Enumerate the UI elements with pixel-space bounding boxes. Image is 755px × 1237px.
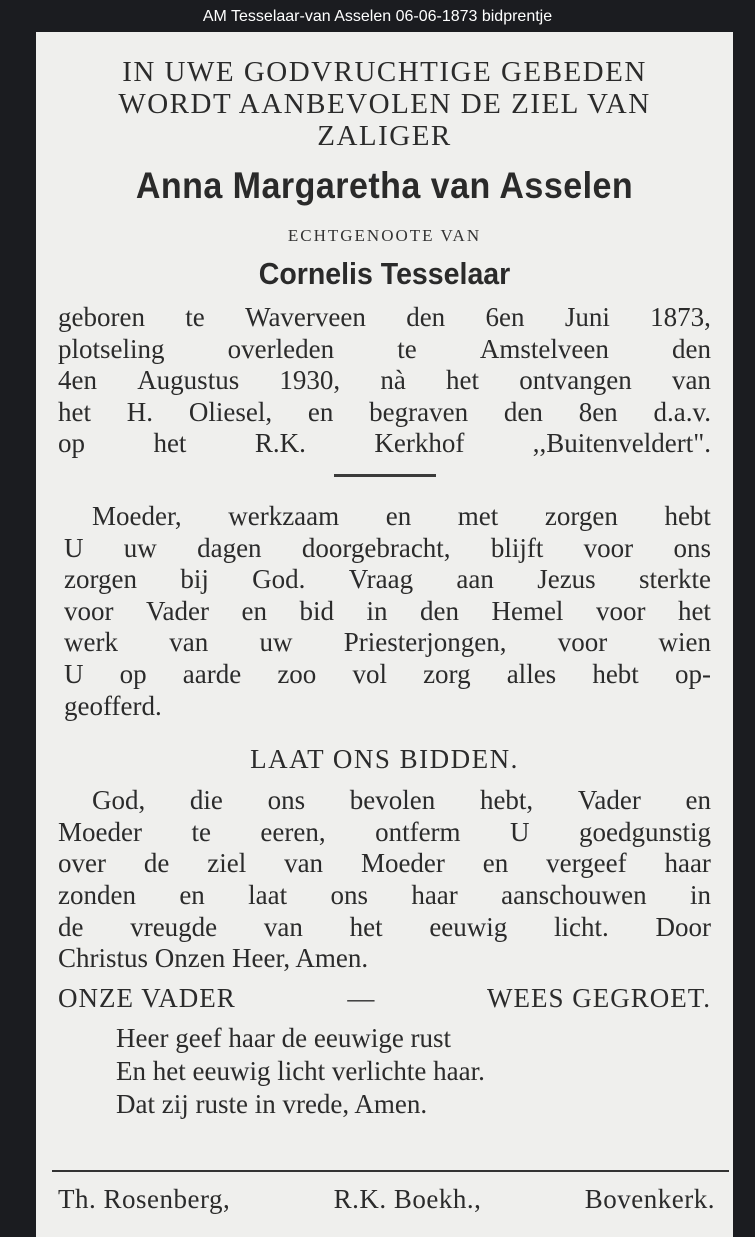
spouse-prefix: ECHTGENOOTE VAN: [287, 226, 482, 245]
memorial-card: [36, 32, 733, 1237]
tribute-line: werk van uw Priesterjongen, voor wien: [64, 627, 711, 658]
printer-line: [58, 1184, 715, 1215]
prayer-dash: —: [347, 982, 376, 1013]
prayers-line: [58, 983, 711, 1014]
header-line-2: WORDT AANBEVOLEN DE ZIEL VAN: [118, 88, 651, 120]
footer-divider: [52, 1170, 729, 1172]
header-line-3: ZALIGER: [317, 120, 452, 152]
prayer-line: over de ziel van Moeder en vergeef haar: [58, 848, 711, 879]
prayer-paragraph: [58, 785, 711, 975]
prayer-line: God, die ons bevolen hebt, Vader en: [92, 785, 711, 816]
prayer-line: de vreugde van het eeuwig licht. Door: [58, 911, 711, 942]
deceased-name: Anna Margaretha van Asselen: [135, 165, 634, 206]
tribute-line: U op aarde zoo vol zorg alles hebt op-: [64, 658, 711, 689]
tribute-line: geofferd.: [64, 690, 162, 721]
prayer-title: LAAT ONS BIDDEN.: [250, 744, 519, 775]
section-divider: [334, 474, 436, 477]
spouse-name: Cornelis Tesselaar: [258, 256, 511, 291]
tribute-paragraph: [58, 501, 711, 722]
printer-name: Th. Rosenberg,: [58, 1184, 231, 1214]
closing-verse: [116, 1022, 711, 1121]
bio-line: 4en Augustus 1930, nà het ontvangen van: [58, 365, 711, 396]
prayer-line: zonden en laat ons haar aanschouwen in: [58, 879, 711, 910]
tribute-line: Moeder, werkzaam en met zorgen hebt: [92, 500, 711, 531]
bio-line: plotseling overleden te Amstelveen den: [58, 333, 711, 364]
printer-shop: R.K. Boekh.,: [333, 1184, 482, 1214]
verse-line: Heer geef haar de eeuwige rust: [116, 1022, 452, 1053]
tribute-line: voor Vader en bid in den Hemel voor het: [64, 595, 711, 626]
bio-line: op het R.K. Kerkhof ,,Buitenveldert".: [58, 428, 711, 459]
bio-line: geboren te Waverveen den 6en Juni 1873,: [58, 302, 711, 332]
bio-line: het H. Oliesel, en begraven den 8en d.a.v.: [58, 396, 711, 427]
tribute-line: U uw dagen doorgebracht, blijft voor ons: [64, 532, 711, 563]
tribute-line: zorgen bij God. Vraag aan Jezus sterkte: [64, 564, 711, 595]
prayer-line: Christus Onzen Heer, Amen.: [58, 943, 369, 974]
image-caption: AM Tesselaar-van Asselen 06-06-1873 bidprentje: [202, 8, 553, 25]
prayer-wees-gegroet: WEES GEGROET.: [487, 982, 711, 1013]
verse-line: Dat zij ruste in vrede, Amen.: [116, 1088, 428, 1119]
prayer-line: Moeder te eeren, ontferm U goedgunstig: [58, 816, 711, 847]
bio-paragraph: [58, 302, 711, 460]
header-line-1: IN UWE GODVRUCHTIGE GEBEDEN: [122, 56, 647, 88]
prayer-onze-vader: ONZE VADER: [58, 982, 236, 1013]
printer-place: Bovenkerk.: [584, 1184, 715, 1214]
verse-line: En het eeuwig licht verlichte haar.: [116, 1055, 485, 1086]
